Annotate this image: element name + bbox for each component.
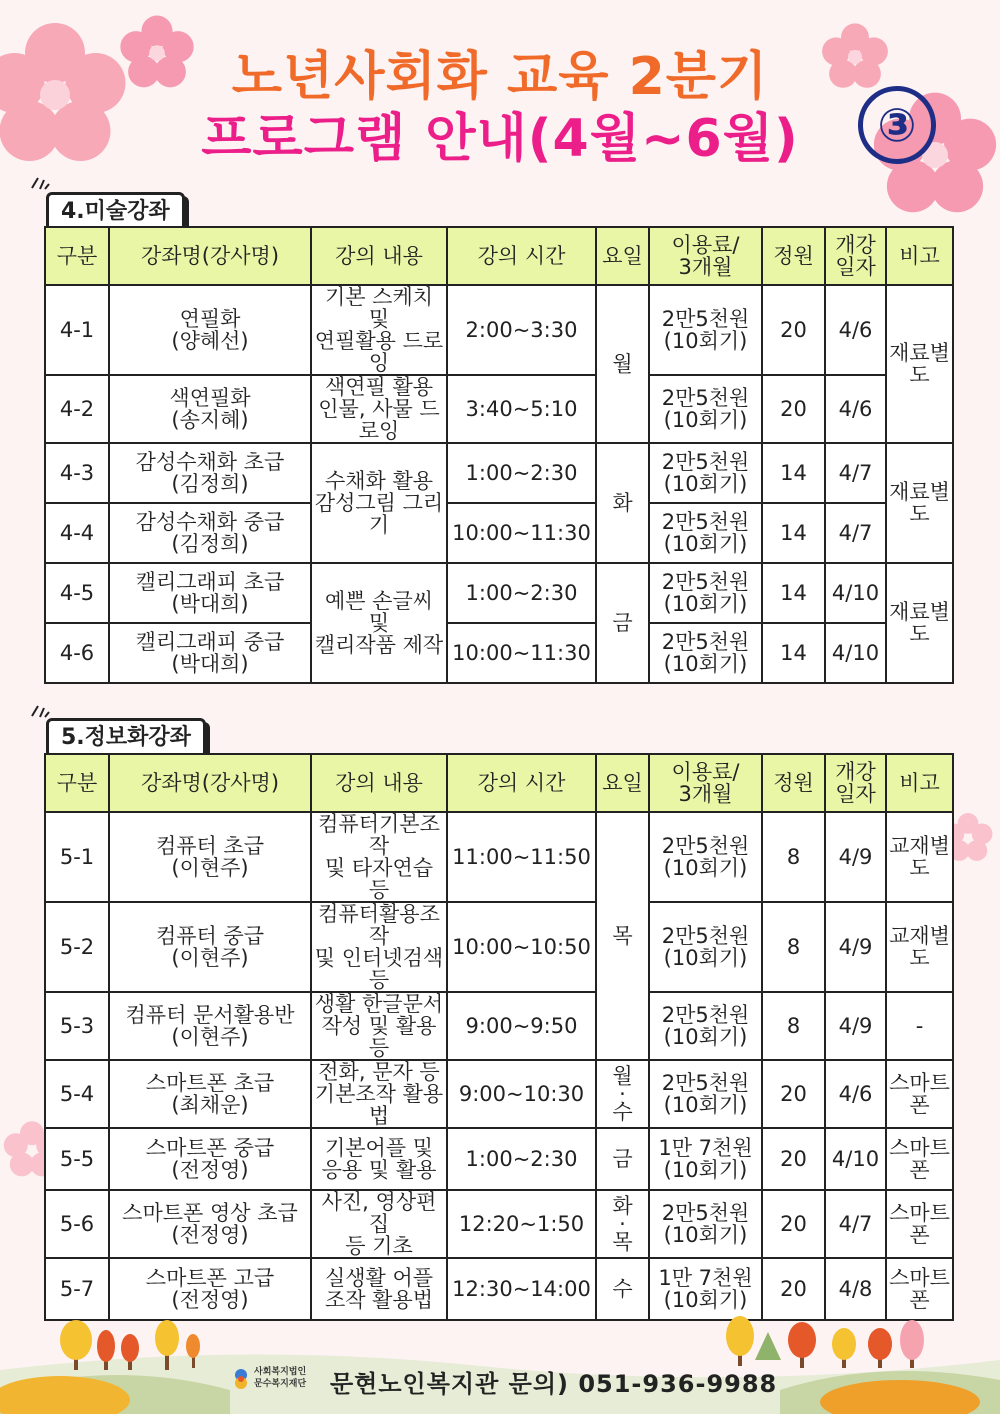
course-time: 1:00~2:30 [447,443,596,503]
sparkle-icon [30,704,50,718]
row-id: 5-5 [45,1128,109,1190]
table-row [45,992,953,1060]
course-time: 1:00~2:30 [447,563,596,623]
course-capacity: 20 [762,1258,825,1320]
table-row [45,285,953,375]
course-day: 화 [596,443,649,563]
course-time: 12:20~1:50 [447,1190,596,1258]
course-start-date: 4/10 [825,563,886,623]
course-note: 스마트폰 [886,1190,953,1258]
course-capacity: 20 [762,1060,825,1128]
page-subtitle: 프로그램 안내(4월~6월) [201,109,799,169]
header-time: 강의 시간 [447,227,596,285]
table-row [45,443,953,503]
course-fee: 2만5천원 (10회기) [649,285,762,375]
course-capacity: 20 [762,1190,825,1258]
course-fee: 2만5천원 (10회기) [649,902,762,992]
course-name: 캘리그래피 초급 (박대희) [109,563,311,623]
course-start-date: 4/6 [825,285,886,375]
header-fee: 이용료/ 3개월 [649,227,762,285]
course-content: 컴퓨터기본조작 및 타자연습 등 [311,812,447,902]
course-fee: 2만5천원 (10회기) [649,1190,762,1258]
course-time: 3:40~5:10 [447,375,596,443]
course-capacity: 8 [762,812,825,902]
course-name: 컴퓨터 문서활용반 (이현주) [109,992,311,1060]
course-note: 교재별도 [886,812,953,902]
table-header-row [45,754,953,812]
course-start-date: 4/8 [825,1258,886,1320]
course-start-date: 4/6 [825,375,886,443]
course-content: 실생활 어플 조작 활용법 [311,1258,447,1320]
course-content: 컴퓨터활용조작 및 인터넷검색 등 [311,902,447,992]
course-content: 전화, 문자 등 기본조작 활용법 [311,1060,447,1128]
course-note: 스마트폰 [886,1258,953,1320]
row-id: 5-4 [45,1060,109,1128]
row-id: 4-4 [45,503,109,563]
course-fee: 2만5천원 (10회기) [649,563,762,623]
course-note: 스마트폰 [886,1128,953,1190]
it-course-table [44,753,954,1321]
header-category: 구분 [45,227,109,285]
course-time: 12:30~14:00 [447,1258,596,1320]
table-row [45,902,953,992]
course-content: 예쁜 손글씨 및 캘리작품 제작 [311,563,447,683]
header-day: 요일 [596,754,649,812]
course-start-date: 4/9 [825,992,886,1060]
course-day: 수 [596,1258,649,1320]
course-content: 기본어플 및 응용 및 활용 [311,1128,447,1190]
course-content: 생활 한글문서 작성 및 활용 등 [311,992,447,1060]
course-capacity: 20 [762,285,825,375]
course-capacity: 8 [762,902,825,992]
course-day: 금 [596,563,649,683]
course-note: 스마트폰 [886,1060,953,1128]
course-capacity: 14 [762,623,825,683]
table-header-row [45,227,953,285]
header-note: 비고 [886,227,953,285]
header-capacity: 정원 [762,227,825,285]
page-title: 노년사회화 교육 2분기 [231,47,769,107]
course-note: - [886,992,953,1060]
header-start-date: 개강 일자 [825,754,886,812]
course-time: 2:00~3:30 [447,285,596,375]
course-time: 10:00~11:30 [447,503,596,563]
course-fee: 2만5천원 (10회기) [649,1060,762,1128]
course-fee: 2만5천원 (10회기) [649,443,762,503]
header-course-name: 강좌명(강사명) [109,227,311,285]
foundation-name: 사회복지법인 문수복지재단 [254,1367,307,1389]
table-row [45,1060,953,1128]
course-name: 캘리그래피 중급 (박대희) [109,623,311,683]
course-name: 컴퓨터 중급 (이현주) [109,902,311,992]
header-capacity: 정원 [762,754,825,812]
course-name: 컴퓨터 초급 (이현주) [109,812,311,902]
row-id: 5-7 [45,1258,109,1320]
course-start-date: 4/7 [825,503,886,563]
art-course-table [44,226,954,684]
foundation-logo [232,1368,250,1390]
row-id: 4-3 [45,443,109,503]
course-name: 연필화 (양혜선) [109,285,311,375]
course-capacity: 14 [762,503,825,563]
course-time: 10:00~11:30 [447,623,596,683]
course-fee: 2만5천원 (10회기) [649,375,762,443]
table-row [45,503,953,563]
table-row [45,812,953,902]
header-content: 강의 내용 [311,227,447,285]
course-day: 금 [596,1128,649,1190]
header-note: 비고 [886,754,953,812]
course-fee: 2만5천원 (10회기) [649,503,762,563]
course-day: 월 · 수 [596,1060,649,1128]
course-note: 재료별도 [886,563,953,683]
header-start-date: 개강 일자 [825,227,886,285]
course-fee: 1만 7천원 (10회기) [649,1128,762,1190]
course-fee: 2만5천원 (10회기) [649,623,762,683]
course-start-date: 4/9 [825,902,886,992]
header-day: 요일 [596,227,649,285]
row-id: 5-1 [45,812,109,902]
course-name: 스마트폰 중급 (전정영) [109,1128,311,1190]
row-id: 4-2 [45,375,109,443]
course-time: 1:00~2:30 [447,1128,596,1190]
row-id: 4-6 [45,623,109,683]
course-name: 스마트폰 초급 (최채운) [109,1060,311,1128]
table-row [45,563,953,623]
course-time: 10:00~10:50 [447,902,596,992]
course-fee: 2만5천원 (10회기) [649,992,762,1060]
course-name: 색연필화 (송지혜) [109,375,311,443]
course-day: 화 · 목 [596,1190,649,1258]
row-id: 4-5 [45,563,109,623]
row-id: 5-3 [45,992,109,1060]
course-content: 수채화 활용 감성그림 그리기 [311,443,447,563]
table-row [45,623,953,683]
course-time: 9:00~10:30 [447,1060,596,1128]
header-time: 강의 시간 [447,754,596,812]
course-time: 9:00~9:50 [447,992,596,1060]
header-content: 강의 내용 [311,754,447,812]
table-row [45,1190,953,1258]
course-day: 목 [596,812,649,1060]
course-name: 감성수채화 초급 (김정희) [109,443,311,503]
header-category: 구분 [45,754,109,812]
course-start-date: 4/10 [825,623,886,683]
course-day: 월 [596,285,649,443]
row-id: 5-6 [45,1190,109,1258]
course-name: 감성수채화 중급 (김정희) [109,503,311,563]
sparkle-icon [30,176,50,190]
course-capacity: 14 [762,563,825,623]
course-name: 스마트폰 고급 (전정영) [109,1258,311,1320]
course-start-date: 4/9 [825,812,886,902]
course-capacity: 20 [762,1128,825,1190]
course-start-date: 4/7 [825,443,886,503]
table-row [45,1128,953,1190]
course-content: 색연필 활용 인물, 사물 드로잉 [311,375,447,443]
course-start-date: 4/6 [825,1060,886,1128]
page-number-badge: ③ [858,86,936,164]
row-id: 4-1 [45,285,109,375]
header-course-name: 강좌명(강사명) [109,754,311,812]
section-label-it: 5.정보화강좌 [46,718,206,758]
course-start-date: 4/7 [825,1190,886,1258]
course-start-date: 4/10 [825,1128,886,1190]
course-content: 기본 스케치 및 연필활용 드로잉 [311,285,447,375]
course-content: 사진, 영상편집 등 기초 [311,1190,447,1258]
course-capacity: 8 [762,992,825,1060]
course-fee: 2만5천원 (10회기) [649,812,762,902]
table-row [45,375,953,443]
row-id: 5-2 [45,902,109,992]
course-note: 재료별도 [886,443,953,563]
course-note: 재료별도 [886,285,953,443]
course-capacity: 20 [762,375,825,443]
course-name: 스마트폰 영상 초급 (전정영) [109,1190,311,1258]
section-label-art: 4.미술강좌 [46,192,185,232]
course-capacity: 14 [762,443,825,503]
header-fee: 이용료/ 3개월 [649,754,762,812]
course-fee: 1만 7천원 (10회기) [649,1258,762,1320]
course-note: 교재별도 [886,902,953,992]
contact-info: 문현노인복지관 문의) 051-936-9988 [330,1370,778,1398]
course-time: 11:00~11:50 [447,812,596,902]
